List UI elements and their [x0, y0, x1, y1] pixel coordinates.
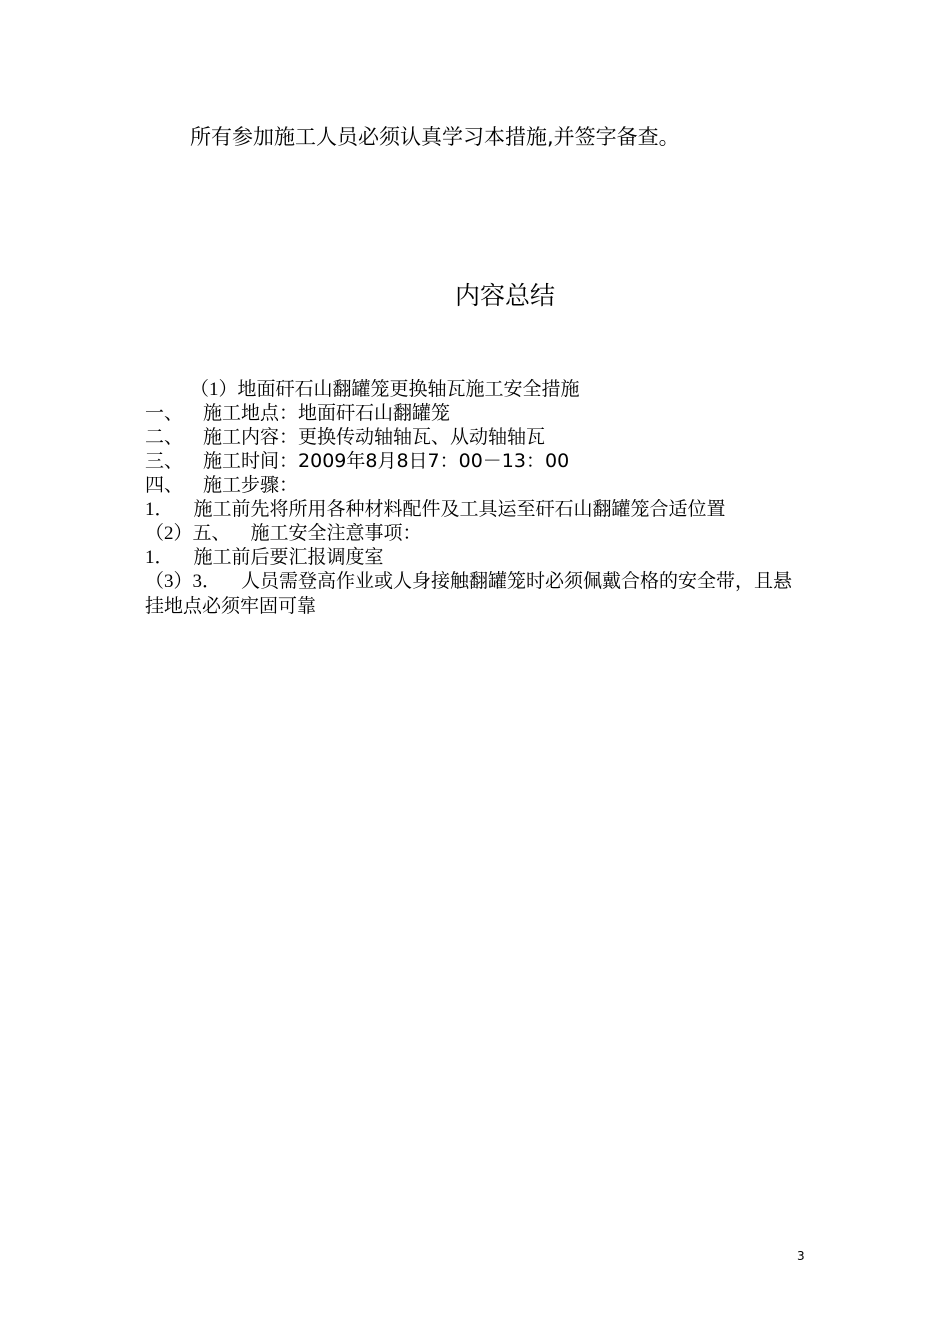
line-text: 施工安全注意事项： [250, 522, 422, 544]
summary-line-time [145, 449, 795, 473]
line-prefix: 1． [145, 499, 174, 520]
summary-title: 内容总结 [454, 281, 555, 310]
line-prefix: 一、 [145, 402, 184, 424]
line-prefix: 三、 [145, 450, 184, 472]
line-text: 施工地点：地面矸石山翻罐笼 [203, 402, 451, 424]
summary-line-location [145, 401, 795, 425]
line-prefix: （2）五、 [145, 523, 231, 544]
line-text: 施工前后要汇报调度室 [193, 546, 384, 568]
line-prefix: 二、 [145, 426, 184, 448]
summary-line-content [145, 425, 795, 449]
line-text: 施工时间：2009年8月8日7：00－13：00 [203, 450, 570, 472]
line-text: 施工内容：更换传动轴轴瓦、从动轴轴瓦 [203, 426, 546, 448]
summary-body [145, 377, 795, 618]
intro-paragraph: 所有参加施工人员必须认真学习本措施,并签字备查。 [190, 125, 680, 149]
line-prefix: 四、 [145, 474, 184, 496]
summary-line-safety-3 [145, 569, 795, 618]
summary-line-safety [145, 521, 795, 545]
line-prefix: （1） [190, 379, 238, 400]
line-text: 人员需登高作业或人身接触翻罐笼时必须佩戴合格的安全带，且悬挂地点必须牢固可靠 [145, 570, 793, 617]
line-text: 施工前先将所用各种材料配件及工具运至矸石山翻罐笼合适位置 [193, 498, 726, 520]
line-text: 地面矸石山翻罐笼更换轴瓦施工安全措施 [237, 378, 580, 400]
line-prefix: （3）3． [145, 571, 222, 592]
summary-line-heading [145, 377, 795, 401]
summary-line-steps [145, 473, 795, 497]
page-number: 3 [797, 1249, 805, 1263]
line-text: 施工步骤： [203, 474, 299, 496]
summary-line-step-1 [145, 497, 795, 521]
summary-line-safety-1 [145, 545, 795, 569]
line-prefix: 1． [145, 547, 174, 568]
